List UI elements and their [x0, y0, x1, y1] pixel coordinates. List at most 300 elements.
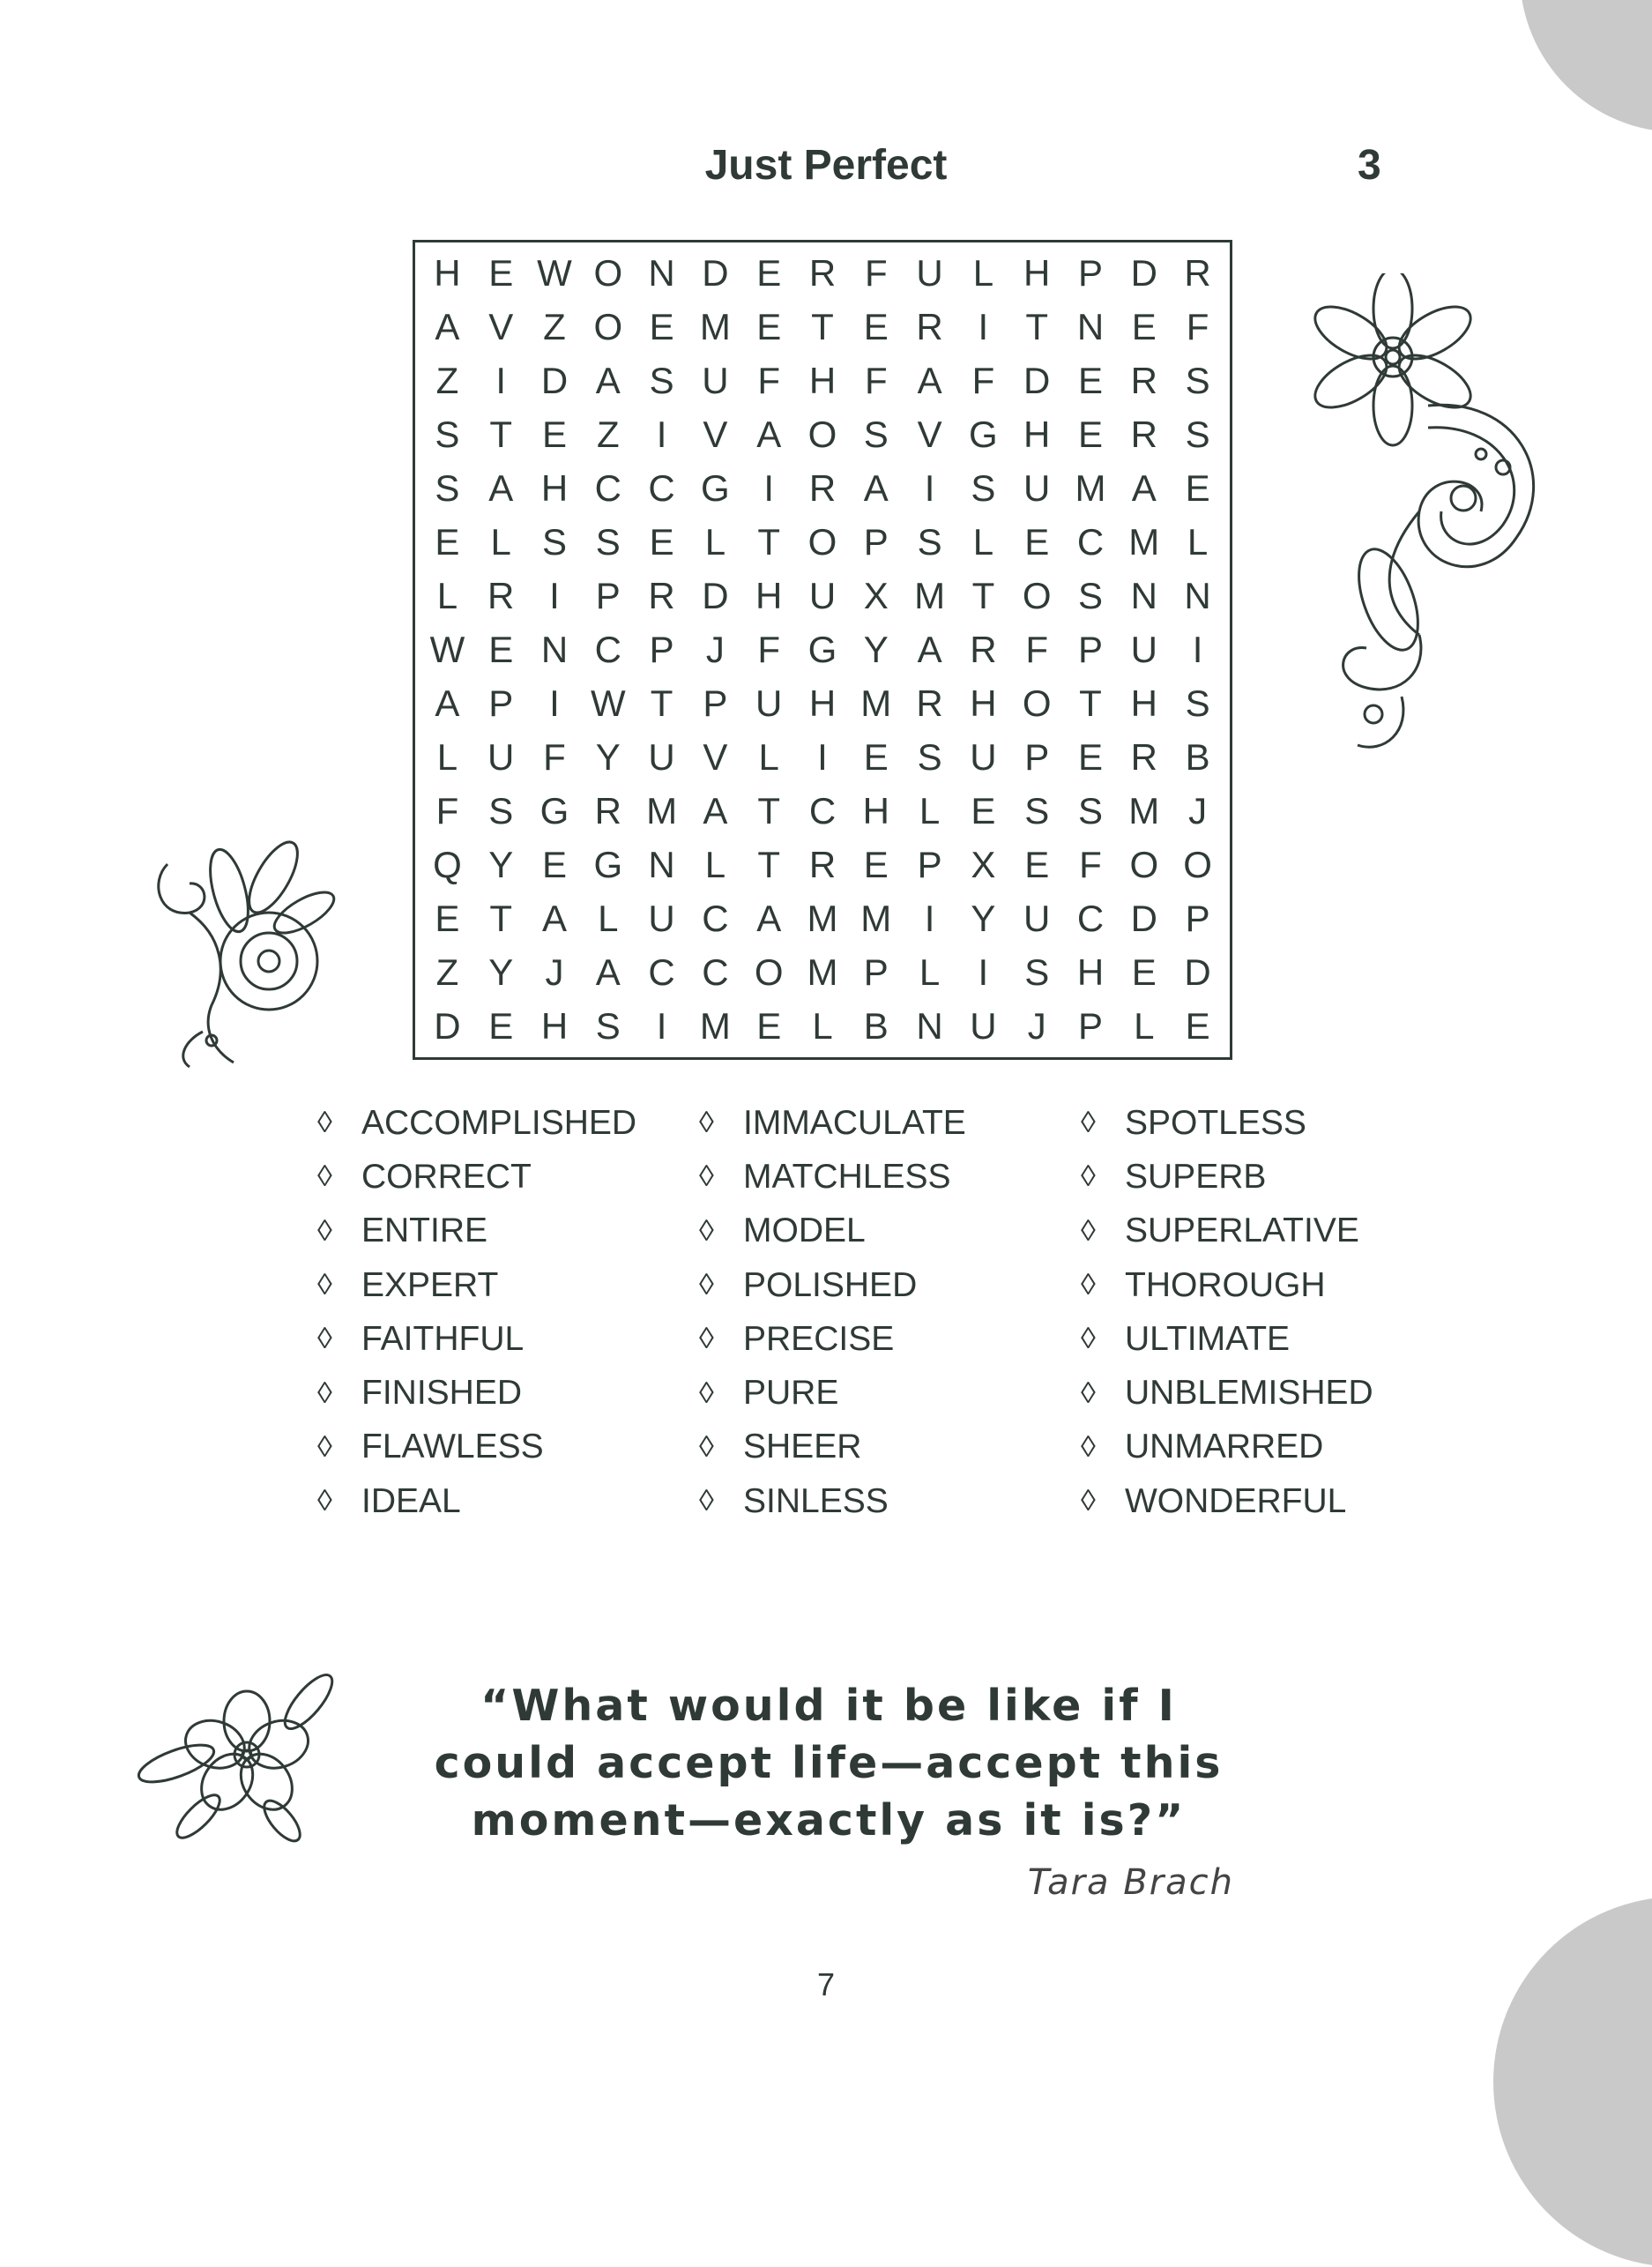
- grid-letter: X: [971, 844, 996, 886]
- word-list-item: [699, 1150, 1081, 1204]
- diamond-icon: ◊: [1081, 1268, 1096, 1302]
- word-label: MODEL: [743, 1212, 866, 1250]
- grid-letter: R: [1130, 359, 1157, 401]
- grid-letter: E: [863, 305, 889, 347]
- quote-line: moment—exactly as it is?”: [471, 1795, 1187, 1846]
- grid-letter: B: [863, 1005, 889, 1048]
- grid-letter: M: [1075, 466, 1106, 509]
- grid-letter: C: [702, 898, 729, 940]
- grid-letter: Z: [596, 413, 620, 455]
- grid-letter: X: [863, 574, 889, 616]
- grid-letter: B: [1185, 736, 1210, 779]
- grid-letter: E: [971, 790, 996, 832]
- grid-letter: H: [540, 1005, 569, 1048]
- grid-letter: E: [1077, 359, 1103, 401]
- grid-letter: M: [860, 682, 892, 725]
- grid-letter: I: [924, 466, 935, 509]
- grid-letter: J: [545, 951, 564, 994]
- grid-letter: R: [916, 305, 943, 347]
- grid-letter: F: [543, 736, 566, 779]
- quote-author: Tara Brach: [1027, 1862, 1234, 1903]
- grid-letter: P: [1077, 251, 1103, 294]
- grid-letter: R: [1130, 736, 1157, 779]
- grid-letter: L: [436, 574, 458, 616]
- word-label: UNBLEMISHED: [1125, 1374, 1373, 1413]
- grid-letter: F: [971, 359, 995, 401]
- grid-letter: N: [648, 844, 675, 886]
- grid-letter: D: [702, 251, 729, 294]
- word-list-item: [699, 1096, 1081, 1150]
- grid-letter: U: [487, 736, 515, 779]
- diamond-icon: ◊: [317, 1484, 332, 1518]
- grid-letter: D: [540, 359, 569, 401]
- grid-letter: J: [705, 628, 725, 670]
- grid-letter: V: [703, 413, 728, 455]
- grid-letter: H: [1076, 951, 1105, 994]
- word-search-grid: [413, 240, 1232, 1060]
- grid-letter: T: [811, 305, 834, 347]
- grid-letter: E: [863, 736, 889, 779]
- grid-letter: P: [703, 682, 728, 725]
- word-label: THOROUGH: [1125, 1265, 1326, 1304]
- grid-letter: E: [1131, 951, 1157, 994]
- diamond-icon: ◊: [317, 1376, 332, 1410]
- grid-letter: N: [540, 628, 569, 670]
- grid-letter: P: [649, 628, 674, 670]
- grid-letter: E: [863, 844, 889, 886]
- grid-letter: F: [757, 628, 781, 670]
- word-label: POLISHED: [743, 1265, 918, 1304]
- page-number: 7: [816, 1966, 836, 2002]
- grid-letter: Y: [595, 736, 621, 779]
- grid-letter: E: [756, 305, 782, 347]
- grid-letter: D: [702, 574, 729, 616]
- diamond-icon: ◊: [317, 1268, 332, 1302]
- diamond-icon: ◊: [1081, 1160, 1096, 1194]
- grid-letter: S: [1185, 682, 1210, 725]
- word-list-item: [699, 1366, 1081, 1420]
- diamond-icon: ◊: [1081, 1213, 1096, 1248]
- grid-letter: P: [1077, 628, 1103, 670]
- grid-letter: C: [1076, 898, 1105, 940]
- grid-letter: L: [812, 1005, 833, 1048]
- diamond-icon: ◊: [317, 1160, 332, 1194]
- grid-letter: I: [924, 898, 935, 940]
- grid-letter: A: [435, 305, 460, 347]
- grid-letter: L: [1134, 1005, 1155, 1048]
- diamond-icon: ◊: [699, 1376, 714, 1410]
- grid-letter: O: [807, 520, 837, 563]
- grid-letter: Y: [488, 844, 514, 886]
- grid-letter: O: [593, 251, 623, 294]
- grid-letter: H: [808, 682, 837, 725]
- grid-letter: L: [1187, 520, 1209, 563]
- grid-letter: T: [489, 413, 513, 455]
- grid-letter: E: [541, 413, 567, 455]
- puzzle-number: 3: [1358, 142, 1381, 189]
- grid-letter: T: [971, 574, 995, 616]
- word-label: FLAWLESS: [361, 1428, 544, 1466]
- grid-letter: G: [593, 844, 623, 886]
- grid-letter: D: [1023, 359, 1051, 401]
- grid-letter: N: [1130, 574, 1157, 616]
- page-corner-shadow: [1520, 0, 1652, 132]
- grid-letter: F: [864, 251, 888, 294]
- grid-letter: E: [756, 1005, 782, 1048]
- grid-letter: S: [1185, 359, 1210, 401]
- word-list-item: [1081, 1258, 1462, 1312]
- grid-letter: C: [648, 951, 675, 994]
- grid-letter: A: [435, 682, 460, 725]
- diamond-icon: ◊: [317, 1213, 332, 1248]
- word-label: SHEER: [743, 1428, 862, 1466]
- grid-letter: E: [1131, 305, 1157, 347]
- grid-letter: C: [808, 790, 837, 832]
- grid-letter: Z: [543, 305, 566, 347]
- grid-letter: E: [649, 520, 674, 563]
- grid-letter: O: [1183, 844, 1212, 886]
- word-list-item: [699, 1474, 1081, 1528]
- grid-letter: A: [595, 359, 621, 401]
- grid-letter: I: [495, 359, 507, 401]
- grid-letter: E: [541, 844, 567, 886]
- grid-letter: C: [594, 628, 621, 670]
- grid-letter: L: [972, 520, 994, 563]
- grid-letter: E: [435, 520, 460, 563]
- grid-letter: M: [860, 898, 892, 940]
- grid-letter: N: [916, 1005, 943, 1048]
- grid-letter: S: [1185, 413, 1210, 455]
- grid-letter: P: [595, 574, 621, 616]
- grid-letter: O: [754, 951, 784, 994]
- grid-letter: S: [595, 1005, 621, 1048]
- grid-letter: O: [593, 305, 623, 347]
- grid-letter: L: [919, 790, 941, 832]
- grid-letter: M: [807, 898, 838, 940]
- diamond-icon: ◊: [317, 1106, 332, 1140]
- grid-letter: C: [648, 466, 675, 509]
- diamond-icon: ◊: [1081, 1106, 1096, 1140]
- grid-letter: S: [971, 466, 996, 509]
- grid-letter: T: [489, 898, 513, 940]
- grid-letter: I: [978, 951, 989, 994]
- grid-letter: I: [549, 574, 560, 616]
- word-list-item: [1081, 1096, 1462, 1150]
- grid-letter: C: [1076, 520, 1105, 563]
- grid-letter: W: [590, 682, 626, 725]
- word-label: UNMARRED: [1125, 1428, 1324, 1466]
- grid-letter: I: [1192, 628, 1203, 670]
- grid-letter: H: [755, 574, 783, 616]
- grid-letter: A: [1131, 466, 1157, 509]
- grid-letter: D: [434, 1005, 461, 1048]
- grid-letter: L: [436, 736, 458, 779]
- grid-letter: U: [648, 736, 675, 779]
- grid-letter: E: [1185, 1005, 1210, 1048]
- flower-paisley-icon: [1296, 273, 1569, 767]
- grid-letter: Z: [435, 359, 459, 401]
- grid-letter: E: [1024, 520, 1050, 563]
- grid-letter: F: [1079, 844, 1102, 886]
- grid-letter: S: [863, 413, 889, 455]
- grid-letter: V: [703, 736, 728, 779]
- grid-letter: W: [429, 628, 465, 670]
- grid-letter: E: [488, 628, 514, 670]
- grid-letter: A: [756, 413, 782, 455]
- grid-letter: P: [863, 520, 889, 563]
- grid-letter: A: [541, 898, 567, 940]
- word-label: SPOTLESS: [1125, 1103, 1306, 1142]
- word-list: [317, 1096, 1463, 1528]
- grid-letter: W: [537, 251, 572, 294]
- grid-letter: P: [863, 951, 889, 994]
- grid-letter: U: [808, 574, 837, 616]
- quote-line: “What would it be like if I: [480, 1681, 1177, 1731]
- page-corner-shadow: [1493, 1897, 1652, 2267]
- word-list-item: [699, 1421, 1081, 1474]
- word-list-item: [317, 1474, 699, 1528]
- grid-letter: M: [646, 790, 678, 832]
- grid-letter: L: [972, 251, 994, 294]
- diamond-icon: ◊: [699, 1213, 714, 1248]
- grid-letter: U: [970, 1005, 997, 1048]
- word-label: ACCOMPLISHED: [361, 1103, 637, 1142]
- word-list-item: [317, 1421, 699, 1474]
- grid-letter: C: [702, 951, 729, 994]
- grid-letter: E: [1024, 844, 1050, 886]
- grid-letter: P: [488, 682, 514, 725]
- grid-letter: U: [702, 359, 729, 401]
- grid-letter: T: [1025, 305, 1049, 347]
- word-label: IMMACULATE: [743, 1103, 966, 1142]
- grid-letter: E: [488, 251, 514, 294]
- diamond-icon: ◊: [699, 1106, 714, 1140]
- grid-letter: R: [487, 574, 515, 616]
- diamond-icon: ◊: [317, 1429, 332, 1464]
- grid-letter: R: [808, 466, 837, 509]
- word-list-item: [1081, 1421, 1462, 1474]
- grid-letter: H: [808, 359, 837, 401]
- grid-letter: H: [434, 251, 461, 294]
- word-list-item: [1081, 1474, 1462, 1528]
- diamond-icon: ◊: [699, 1429, 714, 1464]
- grid-letter: R: [1130, 413, 1157, 455]
- word-label: WONDERFUL: [1125, 1481, 1347, 1520]
- grid-letter: A: [488, 466, 514, 509]
- word-label: PURE: [743, 1374, 839, 1413]
- grid-letter: P: [1185, 898, 1210, 940]
- grid-letter: I: [549, 682, 560, 725]
- grid-letter: S: [1024, 951, 1050, 994]
- flower-leaf-icon: [141, 829, 344, 1076]
- grid-letter: E: [1077, 413, 1103, 455]
- word-label: PRECISE: [743, 1319, 895, 1358]
- grid-letter: U: [1023, 898, 1051, 940]
- word-label: FAITHFUL: [361, 1319, 525, 1358]
- grid-letter: L: [919, 951, 941, 994]
- grid-letter: R: [808, 844, 837, 886]
- grid-letter: D: [1184, 951, 1211, 994]
- grid-letter: N: [1076, 305, 1105, 347]
- grid-letter: M: [699, 1005, 731, 1048]
- word-list-item: [1081, 1366, 1462, 1420]
- grid-letter: S: [435, 466, 460, 509]
- grid-letter: E: [488, 1005, 514, 1048]
- word-list-item: [1081, 1312, 1462, 1366]
- word-list-item: [699, 1312, 1081, 1366]
- grid-letter: P: [1077, 1005, 1103, 1048]
- grid-letter: F: [864, 359, 888, 401]
- grid-letter: V: [488, 305, 514, 347]
- grid-letter: O: [1129, 844, 1159, 886]
- grid-letter: M: [1128, 520, 1160, 563]
- grid-letter: E: [1077, 736, 1103, 779]
- grid-letter: O: [1022, 574, 1052, 616]
- grid-letter: S: [1077, 574, 1103, 616]
- grid-letter: M: [699, 305, 731, 347]
- grid-letter: S: [917, 736, 942, 779]
- word-list-item: [317, 1204, 699, 1258]
- grid-letter: S: [1077, 790, 1103, 832]
- grid-letter: U: [648, 898, 675, 940]
- grid-letter: E: [649, 305, 674, 347]
- word-label: SUPERB: [1125, 1157, 1267, 1196]
- grid-letter: L: [758, 736, 779, 779]
- word-list-item: [1081, 1150, 1462, 1204]
- grid-letter: S: [541, 520, 567, 563]
- word-list-item: [317, 1150, 699, 1204]
- grid-letter: G: [540, 790, 569, 832]
- grid-letter: S: [435, 413, 460, 455]
- diamond-icon: ◊: [699, 1484, 714, 1518]
- word-list-item: [1081, 1204, 1462, 1258]
- grid-letter: A: [917, 359, 942, 401]
- grid-letter: D: [1130, 251, 1157, 294]
- grid-letter: H: [970, 682, 997, 725]
- grid-letter: I: [656, 413, 667, 455]
- grid-letter: H: [540, 466, 569, 509]
- diamond-icon: ◊: [1081, 1484, 1096, 1518]
- grid-letter: I: [817, 736, 828, 779]
- diamond-icon: ◊: [699, 1268, 714, 1302]
- grid-letter: S: [488, 790, 514, 832]
- grid-letter: M: [914, 574, 946, 616]
- grid-letter: U: [1130, 628, 1157, 670]
- grid-letter: R: [648, 574, 675, 616]
- grid-letter: Y: [971, 898, 996, 940]
- word-label: CORRECT: [361, 1157, 532, 1196]
- grid-letter: S: [595, 520, 621, 563]
- grid-letter: E: [1185, 466, 1210, 509]
- diamond-icon: ◊: [699, 1160, 714, 1194]
- grid-letter: I: [763, 466, 775, 509]
- grid-letter: R: [594, 790, 621, 832]
- word-list-item: [699, 1258, 1081, 1312]
- grid-letter: O: [807, 413, 837, 455]
- grid-letter: N: [648, 251, 675, 294]
- diamond-icon: ◊: [1081, 1429, 1096, 1464]
- grid-letter: R: [970, 628, 997, 670]
- grid-letter: H: [1130, 682, 1157, 725]
- word-list-item: [317, 1312, 699, 1366]
- grid-letter: A: [756, 898, 782, 940]
- grid-letter: U: [1023, 466, 1051, 509]
- word-label: SINLESS: [743, 1481, 889, 1520]
- grid-letter: E: [435, 898, 460, 940]
- grid-letter: A: [595, 951, 621, 994]
- grid-letter: S: [917, 520, 942, 563]
- grid-letter: R: [1184, 251, 1211, 294]
- grid-letter: G: [807, 628, 837, 670]
- grid-letter: Y: [863, 628, 889, 670]
- diamond-icon: ◊: [1081, 1322, 1096, 1356]
- diamond-icon: ◊: [317, 1322, 332, 1356]
- word-list-item: [317, 1096, 699, 1150]
- grid-letter: F: [1025, 628, 1049, 670]
- word-list-item: [317, 1366, 699, 1420]
- grid-letter: F: [435, 790, 459, 832]
- word-list-item: [317, 1258, 699, 1312]
- grid-letter: J: [1188, 790, 1208, 832]
- grid-letter: R: [808, 251, 837, 294]
- grid-letter: M: [1128, 790, 1160, 832]
- word-label: EXPERT: [361, 1265, 499, 1304]
- flower-blossom-icon: [132, 1667, 344, 1843]
- grid-letter: A: [917, 628, 942, 670]
- grid-letter: L: [704, 520, 726, 563]
- grid-letter: T: [757, 520, 781, 563]
- grid-letter: Y: [488, 951, 514, 994]
- quote-line: could accept life—accept this: [434, 1738, 1224, 1788]
- grid-letter: L: [704, 844, 726, 886]
- grid-letter: Z: [435, 951, 459, 994]
- grid-letter: I: [978, 305, 989, 347]
- grid-letter: T: [1079, 682, 1102, 725]
- grid-letter: V: [917, 413, 942, 455]
- grid-letter: F: [757, 359, 781, 401]
- grid-letter: S: [649, 359, 674, 401]
- word-label: FINISHED: [361, 1374, 523, 1413]
- grid-letter: N: [1184, 574, 1211, 616]
- word-label: MATCHLESS: [743, 1157, 951, 1196]
- diamond-icon: ◊: [1081, 1376, 1096, 1410]
- grid-letter: P: [1024, 736, 1050, 779]
- grid-letter: T: [757, 844, 781, 886]
- grid-letter: H: [1023, 251, 1051, 294]
- grid-letter: L: [598, 898, 619, 940]
- grid-letter: R: [916, 682, 943, 725]
- word-label: ULTIMATE: [1125, 1319, 1291, 1358]
- word-label: ENTIRE: [361, 1212, 488, 1250]
- page-title: Just Perfect: [704, 142, 948, 189]
- grid-letter: A: [703, 790, 728, 832]
- grid-letter: C: [594, 466, 621, 509]
- grid-letter: G: [969, 413, 998, 455]
- grid-letter: S: [1024, 790, 1050, 832]
- grid-letter: L: [490, 520, 511, 563]
- grid-letter: H: [1023, 413, 1051, 455]
- grid-letter: U: [755, 682, 783, 725]
- diamond-icon: ◊: [699, 1322, 714, 1356]
- word-label: SUPERLATIVE: [1125, 1212, 1359, 1250]
- grid-letter: H: [862, 790, 889, 832]
- grid-letter: T: [650, 682, 673, 725]
- grid-letter: E: [756, 251, 782, 294]
- grid-letter: U: [916, 251, 943, 294]
- grid-letter: A: [863, 466, 889, 509]
- grid-letter: I: [656, 1005, 667, 1048]
- word-label: IDEAL: [361, 1481, 461, 1520]
